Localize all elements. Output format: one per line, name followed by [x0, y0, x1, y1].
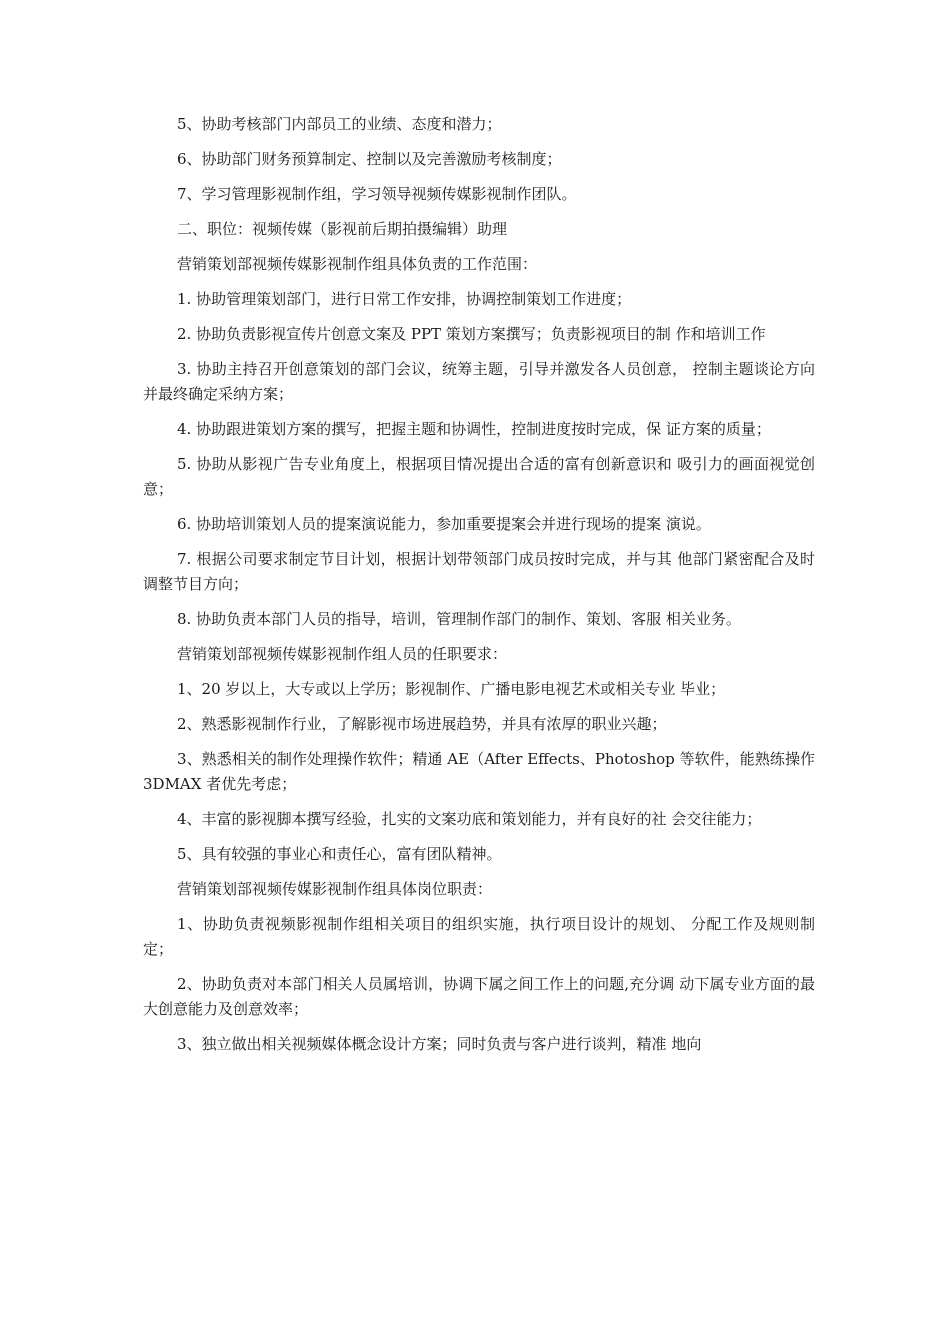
paragraph: 6、协助部门财务预算制定、控制以及完善激励考核制度；: [177, 150, 562, 168]
section-heading: 二、职位：视频传媒（影视前后期拍摄编辑）助理: [177, 220, 508, 238]
paragraph: 1、协助负责视频影视制作组相关项目的组织实施，执行项目设计的规划、 分配工作及规则制定；: [143, 915, 815, 958]
paragraph: 7、学习管理影视制作组，学习领导视频传媒影视制作团队。: [177, 185, 577, 203]
paragraph: 4. 协助跟进策划方案的撰写，把握主题和协调性，控制进度按时完成，保 证方案的质量；: [177, 420, 771, 438]
paragraph: 6. 协助培训策划人员的提案演说能力，参加重要提案会并进行现场的提案 演说。: [177, 515, 711, 533]
paragraph: 8. 协助负责本部门人员的指导，培训，管理制作部门的制作、策划、客服 相关业务。: [177, 610, 741, 628]
paragraph: 1、20 岁以上，大专或以上学历；影视制作、广播电影电视艺术或相关专业 毕业；: [177, 680, 726, 698]
paragraph: 3、独立做出相关视频媒体概念设计方案；同时负责与客户进行谈判，精准 地向: [177, 1035, 702, 1053]
paragraph: 1. 协助管理策划部门，进行日常工作安排，协调控制策划工作进度；: [177, 290, 632, 308]
subsection-heading: 营销策划部视频传媒影视制作组人员的任职要求：: [177, 645, 508, 663]
paragraph: 4、丰富的影视脚本撰写经验，扎实的文案功底和策划能力，并有良好的社 会交往能力；: [177, 810, 762, 828]
paragraph: 3. 协助主持召开创意策划的部门会议，统筹主题，引导并激发各人员创意， 控制主题谈论方向并最终确定采纳方案；: [143, 360, 815, 403]
paragraph: 7. 根据公司要求制定节目计划，根据计划带领部门成员按时完成，并与其 他部门紧密配合及时调整节目方向；: [143, 550, 815, 593]
paragraph: 5、协助考核部门内部员工的业绩、态度和潜力；: [177, 115, 502, 133]
paragraph: 3、熟悉相关的制作处理操作软件；精通 AE（After Effects、Photoshop 等软件，能熟练操作 3DMAX 者优先考虑；: [143, 750, 815, 793]
document-body: [143, 112, 815, 1067]
paragraph: 5. 协助从影视广告专业角度上，根据项目情况提出合适的富有创新意识和 吸引力的画面视觉创意；: [143, 455, 815, 498]
paragraph: 2、协助负责对本部门相关人员属培训，协调下属之间工作上的问题,充分调 动下属专业方面的最大创意能力及创意效率；: [143, 975, 815, 1018]
subsection-heading: 营销策划部视频传媒影视制作组具体岗位职责：: [177, 880, 493, 898]
paragraph: 2. 协助负责影视宣传片创意文案及 PPT 策划方案撰写；负责影视项目的制 作和培训工作: [177, 325, 766, 343]
paragraph: 5、具有较强的事业心和责任心，富有团队精神。: [177, 845, 502, 863]
subsection-heading: 营销策划部视频传媒影视制作组具体负责的工作范围：: [177, 255, 538, 273]
paragraph: 2、熟悉影视制作行业，了解影视市场进展趋势，并具有浓厚的职业兴趣；: [177, 715, 667, 733]
